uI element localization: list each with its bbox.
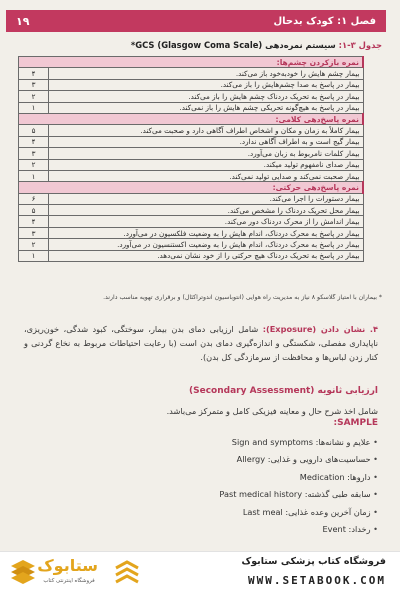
sample-title: SAMPLE: <box>333 418 378 428</box>
row-desc: بیمار صدای نامفهوم تولید میکند. <box>49 159 364 170</box>
logo-name: ستابوک <box>37 556 98 575</box>
book-stack-icon <box>112 558 142 588</box>
table-row <box>19 227 364 238</box>
row-score: ۲ <box>19 159 49 170</box>
list-item: • رخداد: Event <box>24 521 378 538</box>
chapter-title: فصل ۱: کودک بدحال <box>273 15 376 27</box>
table-row <box>19 239 364 250</box>
secondary-assessment-title: ارزیابی ثانویه (Secondary Assessment) <box>189 386 378 396</box>
page-number: ۱۹ <box>16 14 30 28</box>
row-desc: بیمار در پاسخ به تحریک دردناک هیچ حرکتی را از خود نشان نمی‌دهد. <box>49 250 364 261</box>
table-row <box>19 125 364 136</box>
row-score: ۴ <box>19 216 49 227</box>
row-desc: بیمار گیج است و به اطراف آگاهی ندارد. <box>49 136 364 147</box>
section-header-verbal <box>19 113 364 124</box>
table-row <box>19 91 364 102</box>
logo-wordmark <box>37 556 98 590</box>
row-score: ۳ <box>19 148 49 159</box>
table-row <box>19 68 364 79</box>
exposure-label: ۴. نشان دادن (Exposure): <box>262 324 378 334</box>
store-banner[interactable] <box>0 551 400 593</box>
gcs-table <box>18 56 364 262</box>
list-item: • علایم و نشانه‌ها: Sign and symptoms <box>24 434 378 451</box>
row-desc: بیمار در پاسخ به محرک دردناک، اندام هایش را به وضعیت اکستنسیون در می‌آورد. <box>49 239 364 250</box>
table-row <box>19 205 364 216</box>
row-desc: بیمار چشم هایش را خودبه‌خود باز می‌کند. <box>49 68 364 79</box>
table-caption-prefix: جدول ۳-۱: <box>338 40 382 50</box>
row-desc: بیمار در پاسخ به هیچ‌گونه تحریکی چشم هایش را باز نمی‌کند. <box>49 102 364 113</box>
row-score: ۵ <box>19 205 49 216</box>
section-title: نمره پاسخ‌دهی کلامی: <box>19 113 364 124</box>
row-desc: بیمار در پاسخ به صدا چشم‌هایش را باز می‌کند. <box>49 79 364 90</box>
table-row <box>19 159 364 170</box>
table-caption <box>16 40 382 54</box>
table-row <box>19 148 364 159</box>
list-item: • زمان آخرین وعده غذایی: Last meal <box>24 504 378 521</box>
row-score: ۲ <box>19 239 49 250</box>
list-item: • داروها: Medication <box>24 469 378 486</box>
section-title: نمره پاسخ‌دهی حرکتی: <box>19 182 364 193</box>
table-row <box>19 193 364 204</box>
row-desc: بیمار در پاسخ به محرک دردناک، اندام هایش را به وضعیت فلکسیون در می‌آورد. <box>49 227 364 238</box>
list-item: • حساسیت‌های دارویی و غذایی: Allergy <box>24 451 378 468</box>
section-header-motor <box>19 182 364 193</box>
table-caption-text: سیستم نمره‌دهی GCS (Glasgow Coma Scale)* <box>130 40 336 50</box>
shop-name: فروشگاه کتاب پزشکی ستابوک <box>241 556 386 567</box>
shop-url-link[interactable]: WWW.SETABOOK.COM <box>248 574 386 587</box>
row-desc: بیمار کاملاً به زمان و مکان و اشخاص اطراف آگاهی دارد و صحبت می‌کند. <box>49 125 364 136</box>
exposure-text: شامل ارزیابی دمای بدن بیمار، سوختگی، کبود شدگی، خون‌ریزی، ناپایداری مفصلی، شکستگی و اندازه‌گیری دمای بدن است (با رعایت احتیاطات مربوط به نخاع گردنی و کنار زدن لباس‌ها و محافظت از سرما‌زدگی کل بدن). <box>24 324 378 362</box>
setabook-logo-icon <box>8 558 38 588</box>
row-desc: بیمار محل تحریک دردناک را مشخص می‌کند. <box>49 205 364 216</box>
page-header <box>6 10 386 32</box>
secondary-assessment-intro: شامل اخذ شرح حال و معاینه فیزیکی کامل و متمرکز می‌باشد. <box>166 406 378 416</box>
row-score: ۵ <box>19 125 49 136</box>
list-item: • سابقه طبی گذشته: Past medical history <box>24 486 378 503</box>
row-desc: بیمار اندامش را از محرک دردناک دور می‌کند. <box>49 216 364 227</box>
row-score: ۳ <box>19 79 49 90</box>
table-row <box>19 136 364 147</box>
row-score: ۴ <box>19 68 49 79</box>
row-score: ۲ <box>19 91 49 102</box>
row-score: ۴ <box>19 136 49 147</box>
row-desc: بیمار دستورات را اجرا می‌کند. <box>49 193 364 204</box>
table-row <box>19 170 364 181</box>
table-footnote: * بیماران با امتیاز گلاسکو ۸ نیاز به مدیریت راه هوایی (انتوباسیون اندوتراکئال) و برقراری تهویه مناسب دارند. <box>103 294 382 301</box>
logo-subtitle: فروشگاه اینترنتی کتاب <box>43 578 95 584</box>
table-row <box>19 250 364 261</box>
table-row <box>19 79 364 90</box>
row-desc: بیمار کلمات نامربوط به زبان می‌آورد. <box>49 148 364 159</box>
table-row <box>19 102 364 113</box>
row-score: ۶ <box>19 193 49 204</box>
sample-list <box>24 434 378 538</box>
row-score: ۱ <box>19 170 49 181</box>
section-header-eyes <box>19 57 364 68</box>
row-score: ۳ <box>19 227 49 238</box>
row-desc: بیمار در پاسخ به تحریک دردناک چشم هایش را باز می‌کند. <box>49 91 364 102</box>
row-desc: بیمار صحبت نمی‌کند و صدایی تولید نمی‌کند. <box>49 170 364 181</box>
table-row <box>19 216 364 227</box>
section-title: نمره بازکردن چشم‌ها: <box>19 57 364 68</box>
row-score: ۱ <box>19 250 49 261</box>
row-score: ۱ <box>19 102 49 113</box>
exposure-paragraph <box>24 322 378 380</box>
